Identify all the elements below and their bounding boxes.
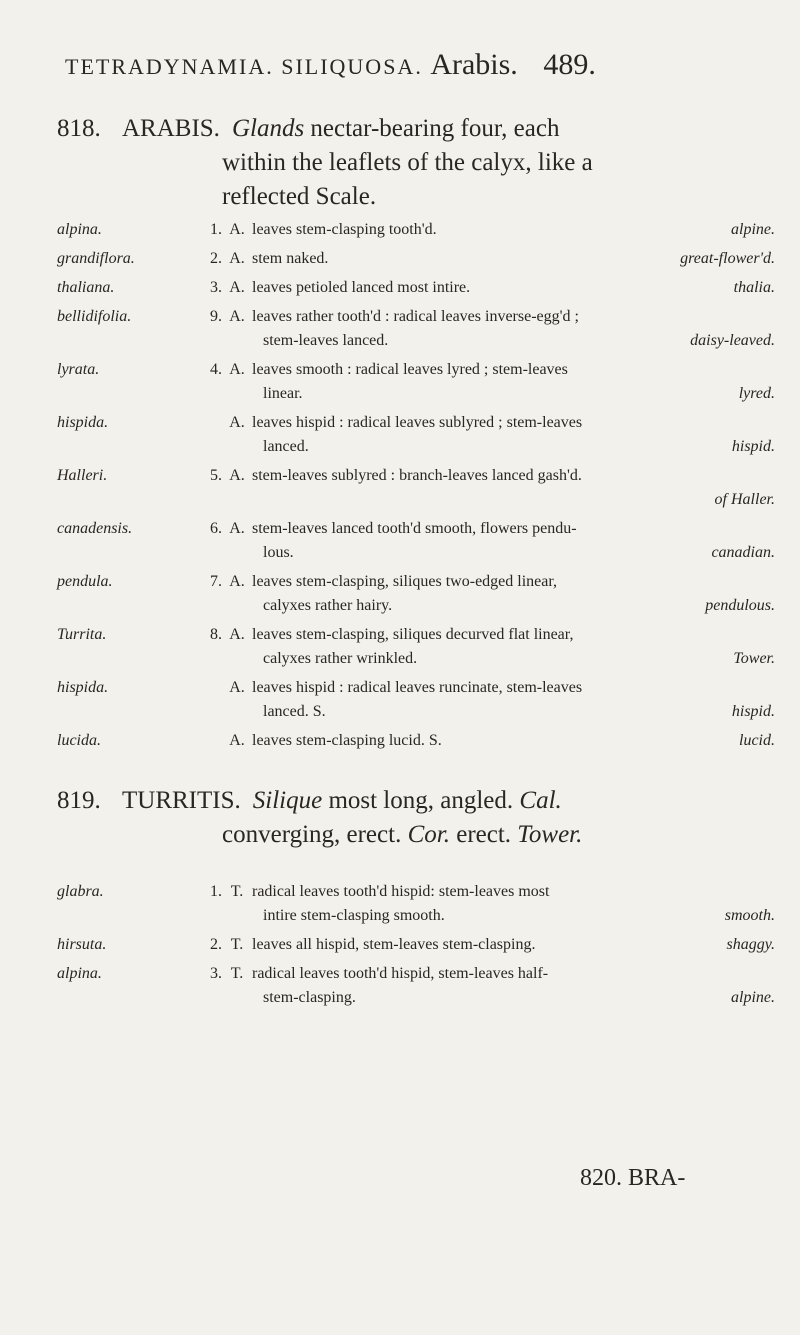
species-latin-name: hirsuta. [57, 936, 107, 953]
description-text: radical leaves tooth'd hispid: stem-leaves most [252, 883, 550, 900]
species-number: 2. [210, 936, 222, 953]
genus-initial: A. [229, 414, 245, 431]
species-description [252, 729, 775, 753]
description-text: intire stem-clasping smooth. [263, 907, 445, 924]
description-text: leaves stem-clasping lucid. S. [252, 732, 442, 749]
description-line [252, 517, 775, 541]
species-entry [57, 676, 775, 724]
description-line [252, 729, 775, 753]
description-text: leaves stem-clasping, siliques two-edged linear, [252, 573, 558, 590]
species-latin-name: alpina. [57, 965, 102, 982]
description-text: stem-leaves lanced. [263, 332, 389, 349]
running-head [65, 48, 765, 82]
species-entry [57, 411, 775, 459]
species-latin-name: bellidifolia. [57, 308, 132, 325]
species-entry [57, 729, 775, 753]
genus-initial: A. [229, 626, 245, 643]
genus-name: TURRITIS. [122, 787, 241, 814]
species-number: 1. [210, 883, 222, 900]
description-text: lanced. [263, 438, 309, 455]
description-line [252, 933, 775, 957]
species-number: 7. [210, 573, 222, 590]
genus-initial: A. [229, 250, 245, 267]
genus-number: 819. [57, 787, 101, 814]
species-description [252, 623, 775, 671]
species-entry [57, 247, 775, 271]
calyx-text: converging, erect. [222, 821, 408, 848]
running-head-genus: Arabis. [430, 48, 518, 81]
species-entry [57, 933, 775, 957]
species-number [204, 411, 222, 459]
species-number: 6. [210, 520, 222, 537]
english-name: great-flower'd. [680, 250, 775, 267]
description-text: stem naked. [252, 250, 329, 267]
species-number: 9. [210, 308, 222, 325]
english-name: alpine. [731, 221, 775, 238]
description-line [252, 676, 775, 700]
genus-initial: T. [230, 883, 244, 900]
turritis-species-list [57, 880, 775, 1015]
english-name: pendulous. [705, 597, 775, 614]
genus-english-name: Tower. [517, 821, 583, 848]
species-entry [57, 218, 775, 242]
description-text: leaves all hispid, stem-leaves stem-clasping. [252, 936, 536, 953]
species-description [252, 276, 775, 300]
description-line [252, 435, 775, 459]
description-line [252, 541, 775, 565]
english-name: canadian. [711, 544, 775, 561]
description-text: lous. [263, 544, 294, 561]
description-text: leaves rather tooth'd : radical leaves inverse-egg'd ; [252, 308, 579, 325]
species-entry [57, 623, 775, 671]
species-description [252, 411, 775, 459]
description-line [252, 358, 775, 382]
description-text: linear. [263, 385, 303, 402]
genus-number: 818. [57, 115, 101, 142]
english-name: thalia. [733, 279, 775, 296]
species-entry [57, 570, 775, 618]
species-latin-name: Turrita. [57, 626, 107, 643]
genus-initial: A. [229, 732, 245, 749]
species-entry [57, 305, 775, 353]
description-line [252, 986, 775, 1010]
english-name: lucid. [739, 732, 775, 749]
species-number [204, 729, 222, 753]
description-text: stem-leaves lanced tooth'd smooth, flowers pendu- [252, 520, 577, 537]
genus-turritis-heading [57, 784, 777, 852]
description-line [252, 594, 775, 618]
species-description [252, 517, 775, 565]
description-text: calyxes rather hairy. [263, 597, 393, 614]
species-number: 3. [210, 965, 222, 982]
genus-character-cont-1: within the leaflets of the calyx, like a [222, 149, 593, 176]
corolla-text: erect. [449, 821, 518, 848]
genus-name: ARABIS. [122, 115, 220, 142]
description-line [252, 305, 775, 329]
corolla-label: Cor. [407, 821, 450, 848]
catchword: 820. BRA- [580, 1165, 686, 1191]
species-description [252, 247, 775, 271]
species-number: 2. [210, 250, 222, 267]
species-entry [57, 358, 775, 406]
species-number [204, 676, 222, 724]
species-description [252, 962, 775, 1010]
calyx-label: Cal. [519, 787, 562, 814]
english-name: smooth. [724, 907, 775, 924]
genus-initial: A. [229, 221, 245, 238]
species-number: 1. [210, 221, 222, 238]
description-text: leaves stem-clasping tooth'd. [252, 221, 437, 238]
running-head-class: TETRADYNAMIA. SILIQUOSA. [65, 54, 423, 79]
species-number: 8. [210, 626, 222, 643]
genus-character-text: most long, angled. [322, 787, 520, 814]
genus-character-cont-2: reflected Scale. [222, 183, 377, 210]
species-latin-name: alpina. [57, 221, 102, 238]
description-line [252, 570, 775, 594]
species-entry [57, 517, 775, 565]
description-text: lanced. S. [263, 703, 326, 720]
species-description [252, 218, 775, 242]
genus-character-text: nectar-bearing four, each [304, 115, 560, 142]
description-line [252, 247, 775, 271]
genus-character-cont [57, 818, 777, 852]
genus-character-label: Glands [231, 115, 305, 142]
species-number: 5. [210, 467, 222, 484]
species-latin-name: lyrata. [57, 361, 100, 378]
english-name: Tower. [733, 650, 775, 667]
description-line [252, 329, 775, 353]
description-line [252, 464, 775, 488]
species-number: 3. [210, 279, 222, 296]
description-line [252, 962, 775, 986]
species-latin-name: thaliana. [57, 279, 115, 296]
description-line [252, 488, 775, 512]
species-description [252, 933, 775, 957]
description-text: leaves hispid : radical leaves sublyred ; stem-leaves [252, 414, 583, 431]
species-description [252, 880, 775, 928]
species-description [252, 570, 775, 618]
description-line [252, 382, 775, 406]
species-entry [57, 464, 775, 512]
species-entry [57, 276, 775, 300]
description-text: leaves stem-clasping, siliques decurved flat linear, [252, 626, 574, 643]
description-text: radical leaves tooth'd hispid, stem-leaves half- [252, 965, 549, 982]
species-number: 4. [210, 361, 222, 378]
species-description [252, 464, 775, 512]
species-latin-name: hispida. [57, 679, 109, 696]
page-number: 489. [543, 48, 596, 81]
description-line [252, 623, 775, 647]
genus-initial: A. [229, 308, 245, 325]
species-latin-name: glabra. [57, 883, 104, 900]
description-line [252, 700, 775, 724]
species-latin-name: hispida. [57, 414, 109, 431]
genus-initial: T. [230, 965, 244, 982]
genus-initial: A. [229, 361, 245, 378]
genus-initial: A. [229, 520, 245, 537]
description-text: leaves hispid : radical leaves runcinate, stem-leaves [252, 679, 583, 696]
description-line [252, 276, 775, 300]
description-line [252, 647, 775, 671]
english-name: hispid. [731, 438, 775, 455]
genus-initial: A. [229, 679, 245, 696]
english-name: of Haller. [714, 491, 775, 508]
species-latin-name: canadensis. [57, 520, 133, 537]
genus-initial: A. [229, 279, 245, 296]
description-text: leaves petioled lanced most intire. [252, 279, 471, 296]
species-description [252, 676, 775, 724]
species-description [252, 305, 775, 353]
description-text: leaves smooth : radical leaves lyred ; stem-leaves [252, 361, 568, 378]
description-line [252, 904, 775, 928]
genus-initial: T. [230, 936, 244, 953]
english-name: shaggy. [726, 936, 775, 953]
arabis-species-list [57, 218, 775, 758]
species-description [252, 358, 775, 406]
description-text: stem-leaves sublyred : branch-leaves lanced gash'd. [252, 467, 582, 484]
genus-arabis-heading [57, 112, 777, 214]
english-name: alpine. [731, 989, 775, 1006]
genus-initial: A. [229, 467, 245, 484]
species-latin-name: pendula. [57, 573, 113, 590]
species-latin-name: lucida. [57, 732, 101, 749]
english-name: hispid. [731, 703, 775, 720]
english-name: daisy-leaved. [690, 332, 775, 349]
species-latin-name: grandiflora. [57, 250, 135, 267]
genus-initial: A. [229, 573, 245, 590]
description-line [252, 880, 775, 904]
species-entry [57, 962, 775, 1010]
description-line [252, 218, 775, 242]
description-text: calyxes rather wrinkled. [263, 650, 418, 667]
species-entry [57, 880, 775, 928]
description-line [252, 411, 775, 435]
species-latin-name: Halleri. [57, 467, 108, 484]
genus-character-label: Silique [252, 787, 323, 814]
description-text: stem-clasping. [263, 989, 356, 1006]
english-name: lyred. [738, 385, 775, 402]
